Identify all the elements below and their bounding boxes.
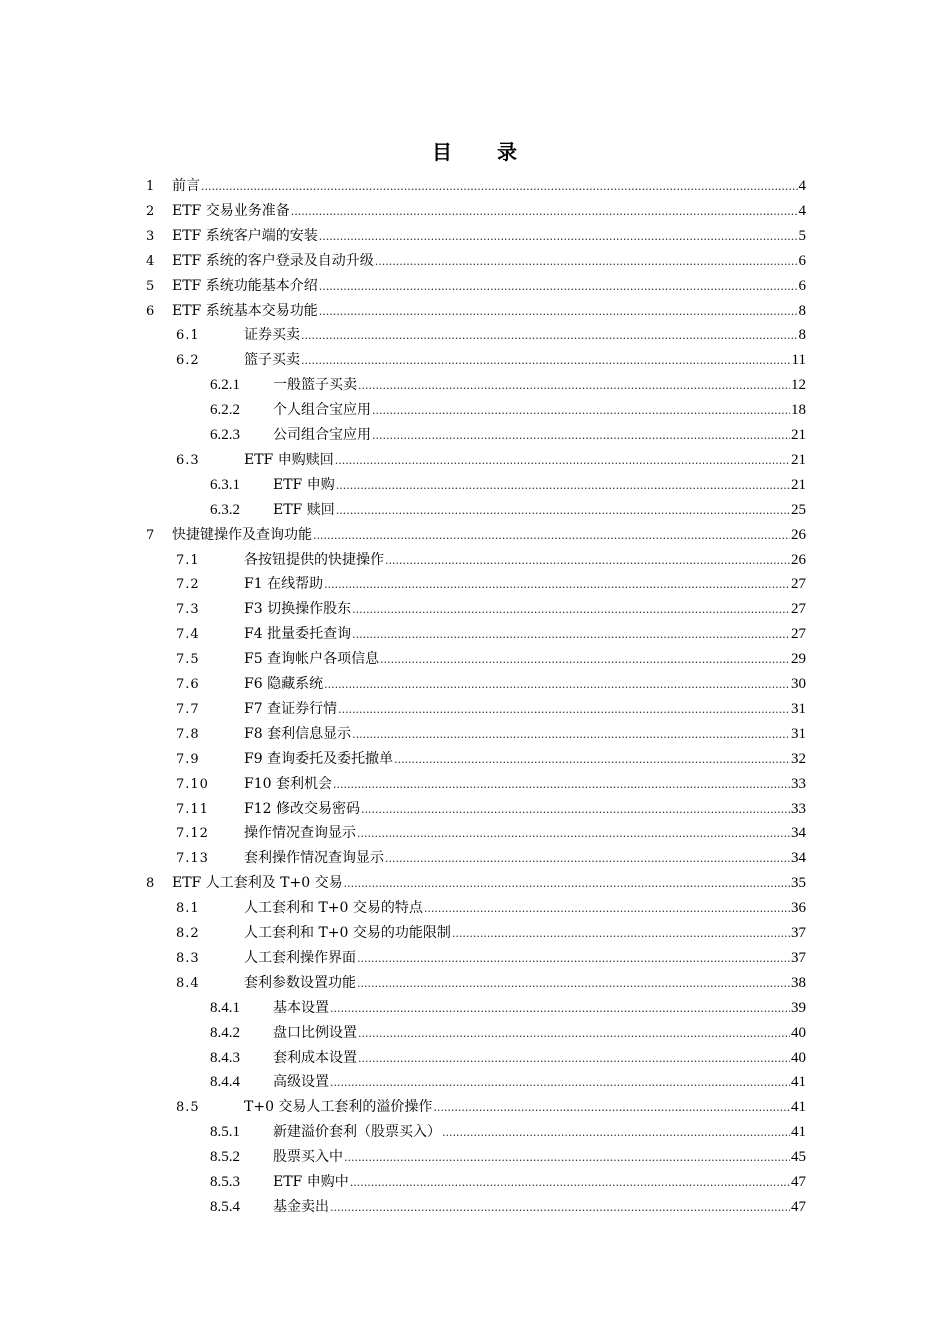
toc-entry-label: F8 套利信息显示: [244, 725, 352, 742]
toc-entry-label: 操作情况查询显示: [244, 825, 356, 842]
toc-leader-dots: [313, 523, 790, 548]
toc-entry-number: 2: [146, 203, 155, 219]
toc-entry-page: 11: [791, 352, 806, 369]
toc-leader-dots: [324, 672, 790, 697]
toc-entry-label: ETF 赎回: [273, 501, 335, 518]
toc-entry[interactable]: [176, 946, 806, 970]
toc-leader-dots: [433, 1095, 790, 1120]
toc-leader-dots: [358, 373, 790, 398]
toc-leader-dots: [394, 747, 790, 772]
toc-entry-number: 7.2: [176, 577, 200, 593]
toc-entry-number: 7.8: [176, 726, 200, 742]
toc-entry-number: 7.3: [176, 602, 200, 618]
toc-leader-dots: [352, 722, 790, 747]
toc-entry[interactable]: [176, 647, 806, 671]
toc-entry-page: 36: [791, 900, 806, 917]
toc-leader-dots: [452, 921, 790, 946]
toc-entry[interactable]: [146, 199, 806, 223]
toc-entry-number: 8.4: [176, 975, 200, 991]
toc-entry-label: F4 批量委托查询: [244, 626, 352, 643]
toc-entry-label: 人工套利和 T+0 交易的特点: [244, 900, 423, 917]
toc-entry-page: 5: [798, 227, 806, 244]
toc-entry-number: 8.5.1: [210, 1124, 240, 1141]
toc-leader-dots: [442, 1120, 790, 1145]
toc-entry-number: 6.3.1: [210, 476, 240, 493]
toc-entry[interactable]: [210, 1195, 806, 1219]
toc-entry-page: 35: [791, 875, 806, 892]
toc-leader-dots: [372, 398, 790, 423]
toc-entry-page: 21: [791, 427, 806, 443]
toc-entry-label: 股票买入中: [273, 1149, 343, 1166]
toc-entry[interactable]: [210, 1170, 806, 1194]
toc-entry-page: 32: [791, 750, 806, 767]
toc-entry-number: 6.2.3: [210, 427, 240, 443]
toc-entry-label: 证券买卖: [244, 327, 300, 344]
toc-leader-dots: [358, 1046, 790, 1071]
toc-leader-dots: [338, 697, 790, 722]
toc-entry-page: 31: [791, 700, 806, 717]
toc-entry-number: 7: [146, 527, 155, 543]
toc-entry-label: ETF 系统功能基本介绍: [172, 277, 318, 294]
toc-entry-page: 27: [791, 576, 806, 593]
toc-entry[interactable]: [210, 1070, 806, 1094]
toc-entry-page: 4: [798, 202, 806, 219]
toc-entry-label: ETF 系统基本交易功能: [172, 302, 318, 319]
toc-entry-label: F12 修改交易密码: [244, 800, 360, 817]
toc-entry-page: 18: [791, 402, 806, 419]
toc-entry[interactable]: [146, 249, 806, 273]
toc-leader-dots: [357, 971, 790, 996]
toc-entry-label: 前言: [172, 178, 200, 194]
toc-entry-label: F10 套利机会: [244, 775, 332, 792]
toc-entry-label: F1 在线帮助: [244, 576, 324, 593]
toc-entry-label: 新建溢价套利（股票买入）: [273, 1124, 441, 1141]
toc-entry[interactable]: [176, 597, 806, 621]
toc-entry[interactable]: [210, 473, 806, 497]
toc-entry[interactable]: [210, 1120, 806, 1144]
toc-leader-dots: [330, 1195, 790, 1220]
toc-entry-page: 6: [798, 252, 806, 269]
toc-leader-dots: [357, 946, 790, 971]
toc-entry-label: 人工套利操作界面: [244, 949, 356, 966]
toc-entry-number: 6: [146, 303, 155, 319]
toc-entry[interactable]: [176, 821, 806, 845]
toc-entry-number: 8.5.4: [210, 1198, 240, 1215]
toc-entry[interactable]: [176, 548, 806, 572]
toc-entry[interactable]: [176, 448, 806, 472]
toc-entry-number: 7.12: [176, 826, 209, 842]
toc-leader-dots: [319, 224, 798, 249]
toc-entry-number: 8.3: [176, 950, 200, 966]
toc-entry-page: 21: [791, 476, 806, 493]
toc-entry[interactable]: [146, 299, 806, 323]
toc-leader-dots: [385, 548, 790, 573]
toc-entry-label: F6 隐藏系统: [244, 676, 324, 692]
toc-title-part1: 目: [432, 140, 453, 164]
toc-entry-label: 套利操作情况查询显示: [244, 850, 384, 867]
toc-entry-number: 8.2: [176, 926, 200, 941]
toc-entry[interactable]: [176, 797, 806, 821]
toc-title-part2: 录: [497, 140, 518, 164]
toc-entry-number: 7.9: [176, 751, 200, 767]
toc-entry-number: 8.4.2: [210, 1024, 240, 1041]
toc-entry-page: 34: [791, 850, 806, 867]
toc-leader-dots: [336, 473, 790, 498]
toc-entry-page: 31: [791, 725, 806, 742]
toc-entry-number: 6.2.1: [210, 377, 240, 394]
toc-entry-number: 8: [146, 876, 155, 892]
toc-entry-page: 12: [791, 377, 806, 394]
toc-leader-dots: [324, 572, 790, 597]
toc-entry[interactable]: [210, 498, 806, 522]
toc-entry[interactable]: [210, 423, 806, 447]
toc-entry-page: 41: [791, 1074, 806, 1091]
toc-title: [0, 136, 950, 165]
toc-entry[interactable]: [146, 224, 806, 248]
toc-entry[interactable]: [176, 323, 806, 347]
toc-leader-dots: [357, 821, 790, 846]
toc-entry[interactable]: [210, 373, 806, 397]
toc-leader-dots: [385, 846, 790, 871]
toc-entry-label: 基本设置: [273, 999, 329, 1016]
toc-entry-label: ETF 系统客户端的安装: [172, 227, 318, 244]
toc-entry-label: 基金卖出: [273, 1198, 329, 1215]
toc-entry[interactable]: [176, 772, 806, 796]
toc-entry[interactable]: [176, 572, 806, 596]
toc-leader-dots: [330, 996, 790, 1021]
toc-entry-page: 4: [798, 178, 806, 194]
toc-entry[interactable]: [210, 1145, 806, 1169]
toc-entry-number: 7.7: [176, 701, 200, 717]
toc-entry[interactable]: [176, 672, 806, 696]
toc-entry-label: F9 查询委托及委托撤单: [244, 750, 394, 767]
toc-leader-dots: [336, 498, 790, 523]
toc-entry-label: F7 查证券行情: [244, 700, 338, 717]
toc-entry-label: 盘口比例设置: [273, 1024, 357, 1041]
toc-entry[interactable]: [176, 971, 806, 995]
toc-entry-page: 30: [791, 676, 806, 692]
toc-entry-page: 6: [798, 277, 806, 294]
toc-entry-number: 7.6: [176, 677, 200, 692]
toc-entry-number: 6.3.2: [210, 501, 240, 518]
toc-entry-number: 1: [146, 179, 155, 194]
toc-entry-label: F5 查询帐户各项信息: [244, 651, 380, 668]
toc-entry-number: 8.1: [176, 901, 200, 917]
toc-entry[interactable]: [146, 523, 806, 547]
toc-leader-dots: [424, 896, 790, 921]
toc-leader-dots: [361, 797, 790, 822]
toc-entry[interactable]: [176, 1095, 806, 1119]
toc-leader-dots: [375, 249, 798, 274]
toc-entry-page: 39: [791, 999, 806, 1016]
toc-entry-number: 5: [146, 278, 155, 294]
toc-entry-page: 29: [791, 651, 806, 668]
toc-entry-number: 8.4.4: [210, 1074, 240, 1091]
toc-entry[interactable]: [210, 996, 806, 1020]
toc-leader-dots: [333, 772, 790, 797]
toc-entry-number: 8.5: [176, 1100, 200, 1116]
toc-entry-page: 26: [791, 551, 806, 568]
toc-entry[interactable]: [176, 896, 806, 920]
toc-entry-label: ETF 系统的客户登录及自动升级: [172, 252, 374, 269]
toc-entry-page: 21: [791, 451, 806, 468]
toc-entry[interactable]: [176, 697, 806, 721]
toc-entry-page: 40: [791, 1049, 806, 1066]
toc-entry-number: 8.4.3: [210, 1049, 240, 1066]
toc-entry-page: 26: [791, 526, 806, 543]
toc-entry-label: 公司组合宝应用: [273, 427, 371, 443]
toc-entry-page: 8: [798, 327, 806, 344]
toc-entry[interactable]: [146, 274, 806, 298]
toc-leader-dots: [344, 871, 790, 896]
toc-leader-dots: [380, 647, 790, 672]
toc-entry[interactable]: [176, 348, 806, 372]
toc-entry-page: 41: [791, 1099, 806, 1116]
toc-entry-label: 个人组合宝应用: [273, 402, 371, 419]
toc-entry-label: T+0 交易人工套利的溢价操作: [244, 1099, 433, 1116]
toc-entry-label: 套利参数设置功能: [244, 974, 356, 991]
toc-entry[interactable]: [146, 174, 806, 198]
toc-leader-dots: [358, 1021, 790, 1046]
toc-entry-number: 7.1: [176, 552, 200, 568]
toc-entry-label: ETF 人工套利及 T+0 交易: [172, 875, 343, 892]
toc-leader-dots: [301, 323, 798, 348]
toc-entry[interactable]: [210, 1046, 806, 1070]
toc-entry-label: 各按钮提供的快捷操作: [244, 551, 384, 568]
toc-leader-dots: [301, 348, 791, 373]
toc-entry-label: ETF 申购赎回: [244, 451, 334, 468]
toc-entry-number: 6.2.2: [210, 402, 240, 419]
toc-leader-dots: [201, 174, 798, 199]
toc-entry-page: 33: [791, 775, 806, 792]
toc-entry-label: ETF 交易业务准备: [172, 202, 290, 219]
toc-entry-number: 7.5: [176, 652, 200, 668]
toc-entry-label: 人工套利和 T+0 交易的功能限制: [244, 925, 451, 941]
toc-entry-page: 40: [791, 1024, 806, 1041]
toc-leader-dots: [350, 1170, 790, 1195]
toc-entry-number: 8.5.2: [210, 1149, 240, 1166]
toc-entry-label: 套利成本设置: [273, 1049, 357, 1066]
toc-entry-page: 38: [791, 974, 806, 991]
toc-entry[interactable]: [210, 398, 806, 422]
toc-entry-label: ETF 申购: [273, 476, 335, 493]
toc-entry-page: 47: [791, 1174, 806, 1190]
toc-entry[interactable]: [176, 846, 806, 870]
toc-entry-number: 7.13: [176, 851, 209, 867]
toc-entry-page: 25: [791, 501, 806, 518]
toc-entry[interactable]: [176, 747, 806, 771]
toc-leader-dots: [291, 199, 798, 224]
toc-entry-number: 6.1: [176, 328, 200, 344]
toc-entry-label: 快捷键操作及查询功能: [172, 526, 312, 543]
toc-entry-page: 34: [791, 825, 806, 842]
toc-entry-page: 45: [791, 1149, 806, 1166]
toc-leader-dots: [319, 299, 798, 324]
toc-entry[interactable]: [210, 1021, 806, 1045]
toc-leader-dots: [335, 448, 790, 473]
toc-entry[interactable]: [146, 871, 806, 895]
toc-entry-page: 47: [791, 1198, 806, 1215]
toc-entry-page: 37: [791, 949, 806, 966]
toc-leader-dots: [352, 622, 790, 647]
toc-entry-number: 7.4: [176, 627, 200, 643]
toc-entry-page: 27: [791, 601, 806, 618]
toc-entry-number: 6.3: [176, 452, 200, 468]
toc-entry-page: 33: [791, 800, 806, 817]
toc-leader-dots: [352, 597, 790, 622]
toc-entry-page: 27: [791, 626, 806, 643]
toc-entry-label: 高级设置: [273, 1074, 329, 1091]
toc-entry-number: 6.2: [176, 353, 200, 369]
toc-entry[interactable]: [176, 722, 806, 746]
toc-entry-page: 37: [791, 925, 806, 941]
toc-leader-dots: [330, 1070, 790, 1095]
toc-entry-label: 篮子买卖: [244, 352, 300, 369]
toc-leader-dots: [344, 1145, 790, 1170]
toc-leader-dots: [372, 423, 790, 448]
toc-entry[interactable]: [176, 921, 806, 945]
toc-entry-label: ETF 申购中: [273, 1174, 349, 1190]
toc-entry-number: 7.11: [176, 801, 209, 817]
toc-entry-number: 8.4.1: [210, 999, 240, 1016]
toc-entry-number: 8.5.3: [210, 1174, 240, 1190]
toc-entry[interactable]: [176, 622, 806, 646]
toc-leader-dots: [319, 274, 798, 299]
toc-entry-label: F3 切换操作股东: [244, 601, 352, 618]
toc-entry-page: 8: [798, 302, 806, 319]
toc-entry-label: 一般篮子买卖: [273, 377, 357, 394]
toc-entry-page: 41: [791, 1124, 806, 1141]
toc-entry-number: 3: [146, 228, 155, 244]
toc-entry-number: 7.10: [176, 776, 209, 792]
toc-entry-number: 4: [146, 253, 155, 269]
